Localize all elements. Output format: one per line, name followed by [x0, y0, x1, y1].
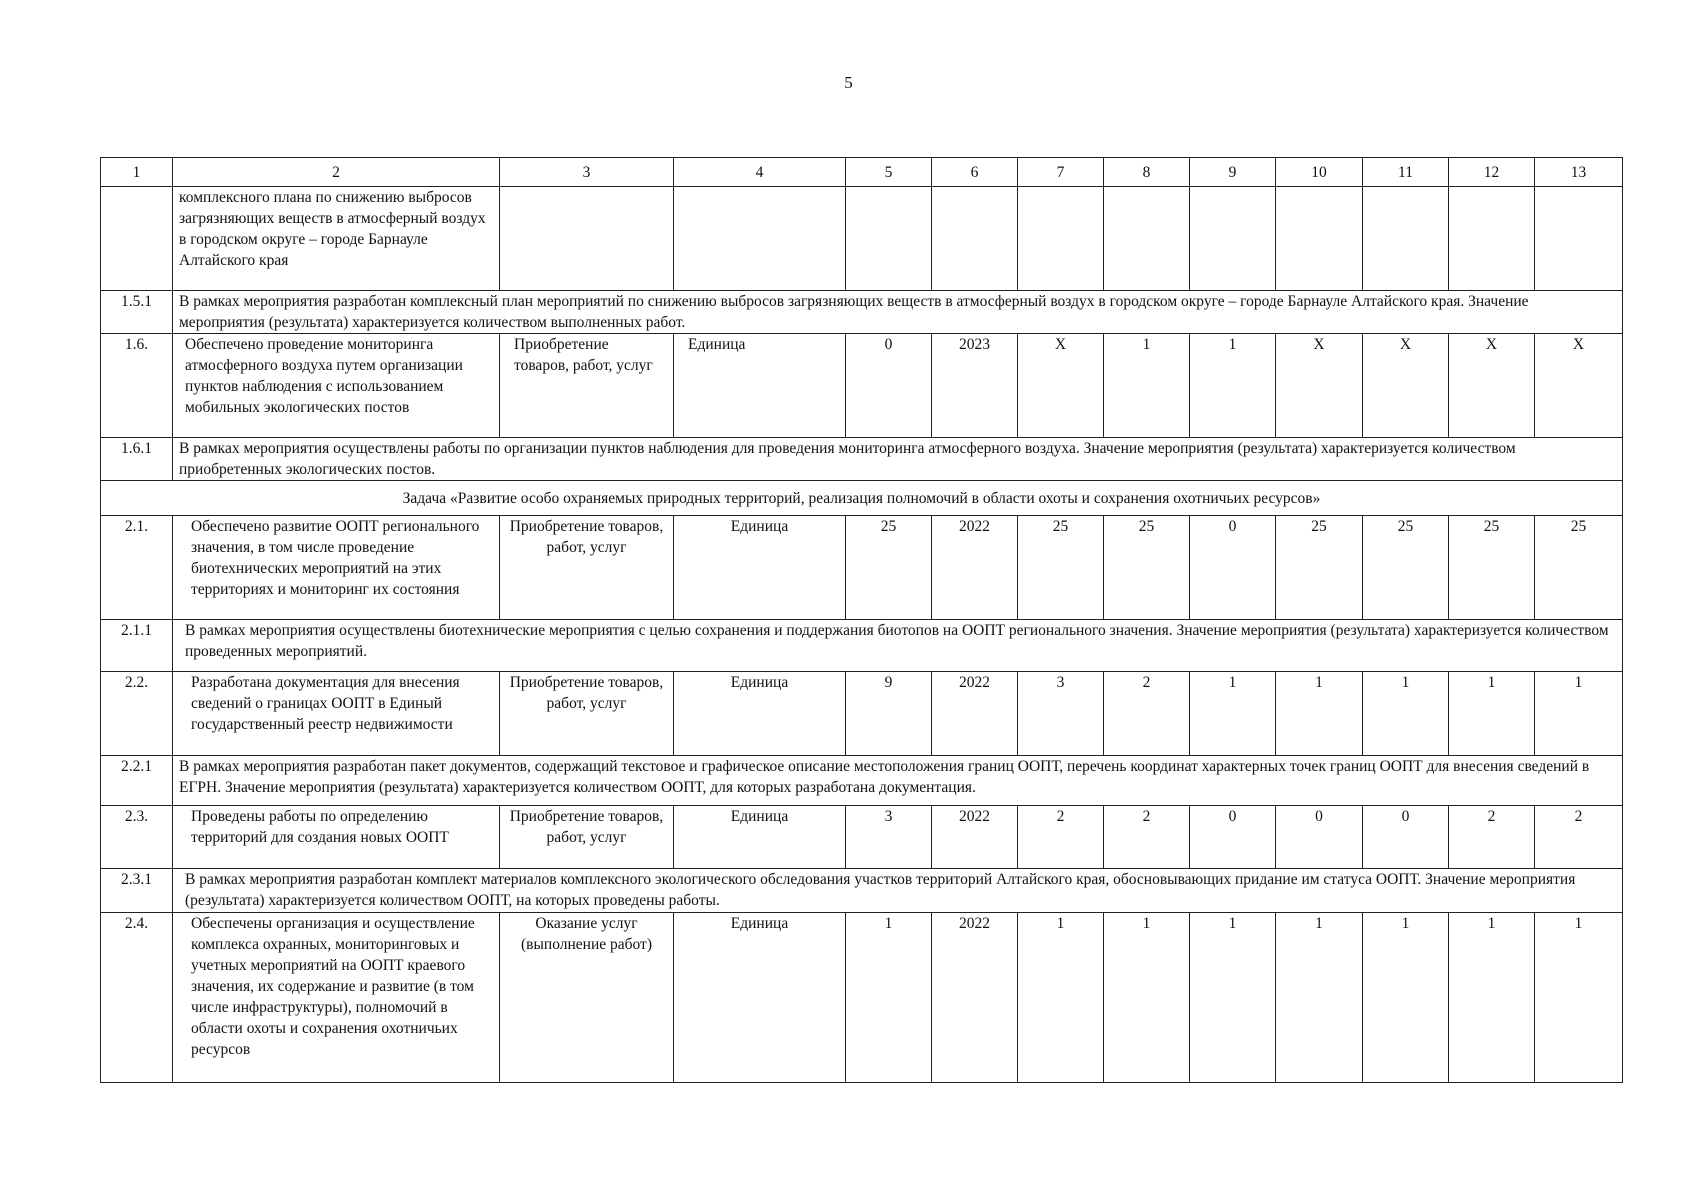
value-cell: 0: [1276, 806, 1363, 869]
value-cell: 2022: [932, 913, 1018, 1083]
value-cell: 1: [1449, 672, 1535, 756]
value-cell: X: [1449, 334, 1535, 438]
column-header: 4: [674, 158, 846, 187]
value-cell: 1: [1449, 913, 1535, 1083]
measure-name: Обеспечены организация и осуществление комплекса охранных, мониторинговых и учетных мероприятий на ООПТ краевого значения, их содержание и развитие (в том числе инфраструктуры), полномочий в области охоты и сохранения охотничьих ресурсов: [173, 913, 500, 1083]
row-number: 2.2.1: [101, 756, 173, 806]
measure-unit: [674, 187, 846, 291]
measure-unit: Единица: [674, 334, 846, 438]
column-header: 8: [1104, 158, 1190, 187]
value-cell: 2022: [932, 516, 1018, 620]
table-row: [101, 869, 1623, 913]
value-cell: 3: [1018, 672, 1104, 756]
value-cell: [846, 187, 932, 291]
row-number: 2.3.: [101, 806, 173, 869]
value-cell: 1: [1363, 672, 1449, 756]
row-number: 2.4.: [101, 913, 173, 1083]
value-cell: 3: [846, 806, 932, 869]
table-row: [101, 672, 1623, 756]
description-text: В рамках мероприятия разработан комплект материалов комплексного экологического обследования участков территорий Алтайского края, обосновывающих придание им статуса ООПТ. Значение мероприятия (результата) характеризуется количеством ООПТ, на которых проведены работы.: [173, 869, 1623, 913]
value-cell: 1: [1018, 913, 1104, 1083]
value-cell: 1: [1535, 672, 1623, 756]
measure-unit: Единица: [674, 516, 846, 620]
value-cell: 25: [1363, 516, 1449, 620]
measure-unit: Единица: [674, 672, 846, 756]
measure-name: комплексного плана по снижению выбросов загрязняющих веществ в атмосферный воздух в городском округе – городе Барнауле Алтайского края: [173, 187, 500, 291]
value-cell: X: [1535, 334, 1623, 438]
value-cell: [1276, 187, 1363, 291]
value-cell: 1: [1190, 913, 1276, 1083]
value-cell: 1: [1104, 334, 1190, 438]
table-row: [101, 438, 1623, 481]
value-cell: 2: [1449, 806, 1535, 869]
row-number: [101, 187, 173, 291]
description-text: В рамках мероприятия осуществлены работы по организации пунктов наблюдения для проведения мониторинга атмосферного воздуха. Значение мероприятия (результата) характеризуется количеством приобретенных экологических постов.: [173, 438, 1623, 481]
value-cell: [1104, 187, 1190, 291]
table-row: [101, 756, 1623, 806]
row-number: 1.6.1: [101, 438, 173, 481]
row-number: 1.5.1: [101, 291, 173, 334]
row-number: 2.3.1: [101, 869, 173, 913]
value-cell: 25: [1449, 516, 1535, 620]
column-header: 12: [1449, 158, 1535, 187]
row-number: 2.1.: [101, 516, 173, 620]
value-cell: 0: [846, 334, 932, 438]
task-row: [101, 481, 1623, 516]
value-cell: 2: [1104, 806, 1190, 869]
value-cell: 0: [1363, 806, 1449, 869]
measure-name: Разработана документация для внесения сведений о границах ООПТ в Единый государственный реестр недвижимости: [173, 672, 500, 756]
value-cell: 1: [1276, 913, 1363, 1083]
row-number: 1.6.: [101, 334, 173, 438]
value-cell: 1: [846, 913, 932, 1083]
measure-type: Приобретение товаров, работ, услуг: [500, 334, 674, 438]
row-number: 2.1.1: [101, 620, 173, 672]
value-cell: 25: [846, 516, 932, 620]
value-cell: X: [1276, 334, 1363, 438]
value-cell: 1: [1363, 913, 1449, 1083]
measure-type: [500, 187, 674, 291]
table-row: [101, 913, 1623, 1083]
value-cell: 2022: [932, 806, 1018, 869]
value-cell: 9: [846, 672, 932, 756]
measure-type: Приобретение товаров, работ, услуг: [500, 806, 674, 869]
table-row: [101, 187, 1623, 291]
task-heading: Задача «Развитие особо охраняемых природных территорий, реализация полномочий в области охоты и сохранения охотничьих ресурсов»: [101, 481, 1623, 516]
measure-unit: Единица: [674, 806, 846, 869]
column-header: 11: [1363, 158, 1449, 187]
column-header: 6: [932, 158, 1018, 187]
column-header-row: [101, 158, 1623, 187]
value-cell: 2022: [932, 672, 1018, 756]
value-cell: 0: [1190, 516, 1276, 620]
table-row: [101, 806, 1623, 869]
table-row: [101, 620, 1623, 672]
value-cell: 1: [1190, 672, 1276, 756]
value-cell: [1190, 187, 1276, 291]
value-cell: [1535, 187, 1623, 291]
value-cell: 2: [1535, 806, 1623, 869]
value-cell: 25: [1535, 516, 1623, 620]
measure-type: Приобретение товаров, работ, услуг: [500, 516, 674, 620]
measure-name: Обеспечено проведение мониторинга атмосферного воздуха путем организации пунктов наблюдения с использованием мобильных экологических постов: [173, 334, 500, 438]
value-cell: 1: [1535, 913, 1623, 1083]
value-cell: 0: [1190, 806, 1276, 869]
column-header: 1: [101, 158, 173, 187]
column-header: 5: [846, 158, 932, 187]
value-cell: [1018, 187, 1104, 291]
measure-type: Приобретение товаров, работ, услуг: [500, 672, 674, 756]
value-cell: X: [1363, 334, 1449, 438]
value-cell: 2: [1104, 672, 1190, 756]
value-cell: 25: [1104, 516, 1190, 620]
description-text: В рамках мероприятия разработан пакет документов, содержащий текстовое и графическое описание местоположения границ ООПТ, перечень координат характерных точек границ ООПТ для внесения сведений в ЕГРН. Значение мероприятия (результата) характеризуется количеством ООПТ, для которых разработана документация.: [173, 756, 1623, 806]
table-row: [101, 334, 1623, 438]
measure-type: Оказание услуг (выполнение работ): [500, 913, 674, 1083]
value-cell: 1: [1104, 913, 1190, 1083]
value-cell: [1449, 187, 1535, 291]
column-header: 3: [500, 158, 674, 187]
value-cell: 25: [1018, 516, 1104, 620]
value-cell: 1: [1276, 672, 1363, 756]
description-text: В рамках мероприятия разработан комплексный план мероприятий по снижению выбросов загрязняющих веществ в атмосферный воздух в городском округе – городе Барнауле Алтайского края. Значение мероприятия (результата) характеризуется количеством выполненных работ.: [173, 291, 1623, 334]
value-cell: 25: [1276, 516, 1363, 620]
value-cell: 2023: [932, 334, 1018, 438]
page-number: 5: [844, 73, 853, 92]
value-cell: X: [1018, 334, 1104, 438]
column-header: 7: [1018, 158, 1104, 187]
column-header: 13: [1535, 158, 1623, 187]
value-cell: 1: [1190, 334, 1276, 438]
measure-name: Проведены работы по определению территорий для создания новых ООПТ: [173, 806, 500, 869]
table-row: [101, 291, 1623, 334]
value-cell: 2: [1018, 806, 1104, 869]
table-row: [101, 516, 1623, 620]
column-header: 9: [1190, 158, 1276, 187]
value-cell: [932, 187, 1018, 291]
column-header: 2: [173, 158, 500, 187]
description-text: В рамках мероприятия осуществлены биотехнические мероприятия с целью сохранения и поддержания биотопов на ООПТ регионального значения. Значение мероприятия (результата) характеризуется количеством проведенных мероприятий.: [173, 620, 1623, 672]
column-header: 10: [1276, 158, 1363, 187]
value-cell: [1363, 187, 1449, 291]
row-number: 2.2.: [101, 672, 173, 756]
measures-table: [100, 157, 1623, 1083]
measure-name: Обеспечено развитие ООПТ регионального значения, в том числе проведение биотехнических мероприятий на этих территориях и мониторинг их состояния: [173, 516, 500, 620]
measure-unit: Единица: [674, 913, 846, 1083]
